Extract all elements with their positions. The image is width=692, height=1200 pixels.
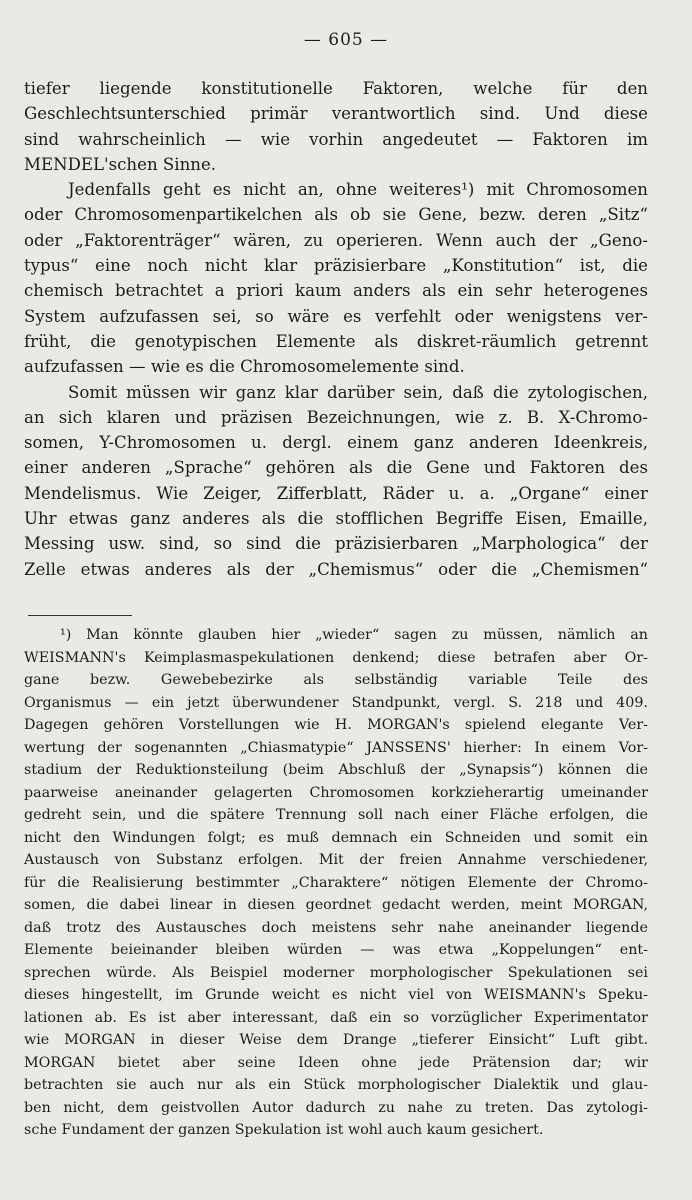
footnote-line: dieses hingestellt, im Grunde weicht es nicht viel von WEISMANN's Speku- [24, 987, 648, 1003]
body-text-line: tiefer liegende konstitutionelle Faktoren, welche für den [24, 79, 648, 98]
body-text-line: Geschlechtsunterschied primär verantwortlich sind. Und diese [24, 104, 648, 124]
footnote-line: Elemente beieinander bleiben würden — was etwa „Koppelungen“ ent- [24, 942, 648, 958]
body-text-line: an sich klaren und präzisen Bezeichnungen, wie z. B. X-Chromo- [24, 407, 648, 427]
footnote-line: gedreht sein, und die spätere Trennung soll nach einer Fläche erfolgen, die [24, 807, 648, 823]
body-text-line: somen, Y-Chromosomen u. dergl. einem ganz anderen Ideenkreis, [24, 433, 648, 453]
footnote-line: Austausch von Substanz erfolgen. Mit der freien Annahme verschiedener, [24, 852, 648, 868]
page-number: — 605 — [303, 30, 389, 50]
footnote-line: gane bezw. Gewebebezirke als selbständig variable Teile des [24, 672, 648, 688]
body-text-line: sind wahrscheinlich — wie vorhin angedeutet — Faktoren im [24, 129, 648, 149]
footnote-line: sche Fundament der ganzen Spekulation ist wohl auch kaum gesichert. [24, 1122, 544, 1138]
body-text-line: oder Chromosomenpartikelchen als ob sie Gene, bezw. deren „Sitz“ [24, 205, 648, 225]
footnote-line: Organismus — ein jetzt überwundener Standpunkt, vergl. S. 218 und 409. [24, 694, 648, 711]
body-text-line: typus“ eine noch nicht klar präzisierbare „Konstitution“ ist, die [24, 256, 648, 276]
footnote-line: für die Realisierung bestimmter „Charaktere“ nötigen Elemente der Chromo- [24, 874, 648, 891]
body-text-line: Jedenfalls geht es nicht an, ohne weiteres¹) mit Chromosomen [68, 180, 648, 200]
footnote-line: wie MORGAN in dieser Weise dem Drange „tieferer Einsicht“ Luft gibt. [24, 1032, 648, 1048]
main-text [24, 76, 648, 582]
footnote-line: paarweise aneinander gelagerten Chromosomen korkzieherartig umeinander [24, 784, 648, 801]
body-text-line: Messing usw. sind, so sind die präzisierbaren „Marphologica“ der [24, 534, 648, 554]
body-text-line: früht, die genotypischen Elemente als diskret-räumlich getrennt [24, 331, 648, 351]
body-text-line: einer anderen „Sprache“ gehören als die Gene und Faktoren des [24, 458, 648, 478]
footnote-line: ben nicht, dem geistvollen Autor dadurch zu nahe zu treten. Das zytologi- [24, 1099, 648, 1116]
footnote-line: stadium der Reduktionsteilung (beim Abschluß der „Synapsis“) können die [24, 762, 648, 778]
footnote-line: wertung der sogenannten „Chiasmatypie“ JANSSENS' hierher: In einem Vor- [24, 739, 648, 756]
body-text-line: Zelle etwas anderes als der „Chemismus“ oder die „Chemismen“ [24, 559, 648, 579]
body-text-line: System aufzufassen sei, so wäre es verfehlt oder wenigstens ver- [24, 306, 648, 326]
footnote-line: nicht den Windungen folgt; es muß demnach ein Schneiden und somit ein [24, 829, 648, 846]
footnote-line: ¹) Man könnte glauben hier „wieder“ sagen zu müssen, nämlich an [60, 627, 648, 643]
body-text-line: aufzufassen — wie es die Chromosomelemente sind. [24, 357, 465, 377]
footnote-separator [28, 615, 132, 616]
footnote-line: betrachten sie auch nur als ein Stück morphologischer Dialektik und glau- [24, 1077, 648, 1093]
footnote-line: sprechen würde. Als Beispiel moderner morphologischer Spekulationen sei [24, 964, 648, 981]
footnote-line: somen, die dabei linear in diesen geordnet gedacht werden, meint MORGAN, [24, 897, 648, 913]
footnote-line: lationen ab. Es ist aber interessant, daß ein so vorzüglicher Experimentator [24, 1009, 648, 1026]
footnote-line: MORGAN bietet aber seine Ideen ohne jede Prätension dar; wir [24, 1054, 648, 1071]
footnote-line: daß trotz des Austausches doch meistens sehr nahe aneinander liegende [24, 919, 648, 936]
body-text-line: chemisch betrachtet a priori kaum anders als ein sehr heterogenes [24, 281, 648, 301]
body-text-line: Somit müssen wir ganz klar darüber sein, daß die zytologischen, [68, 382, 648, 402]
body-text-line: oder „Faktorenträger“ wären, zu operieren. Wenn auch der „Geno- [24, 230, 648, 250]
footnote-text [24, 624, 648, 1142]
footnote-line: Dagegen gehören Vorstellungen wie H. MORGAN's spielend elegante Ver- [24, 717, 648, 733]
body-text-line: Uhr etwas ganz anderes als die stofflichen Begriffe Eisen, Emaille, [24, 509, 648, 529]
body-text-line: Mendelismus. Wie Zeiger, Zifferblatt, Räder u. a. „Organe“ einer [24, 483, 648, 503]
body-text-line: MENDEL'schen Sinne. [24, 154, 217, 174]
footnote-line: WEISMANN's Keimplasmaspekulationen denkend; diese betrafen aber Or- [24, 649, 648, 666]
